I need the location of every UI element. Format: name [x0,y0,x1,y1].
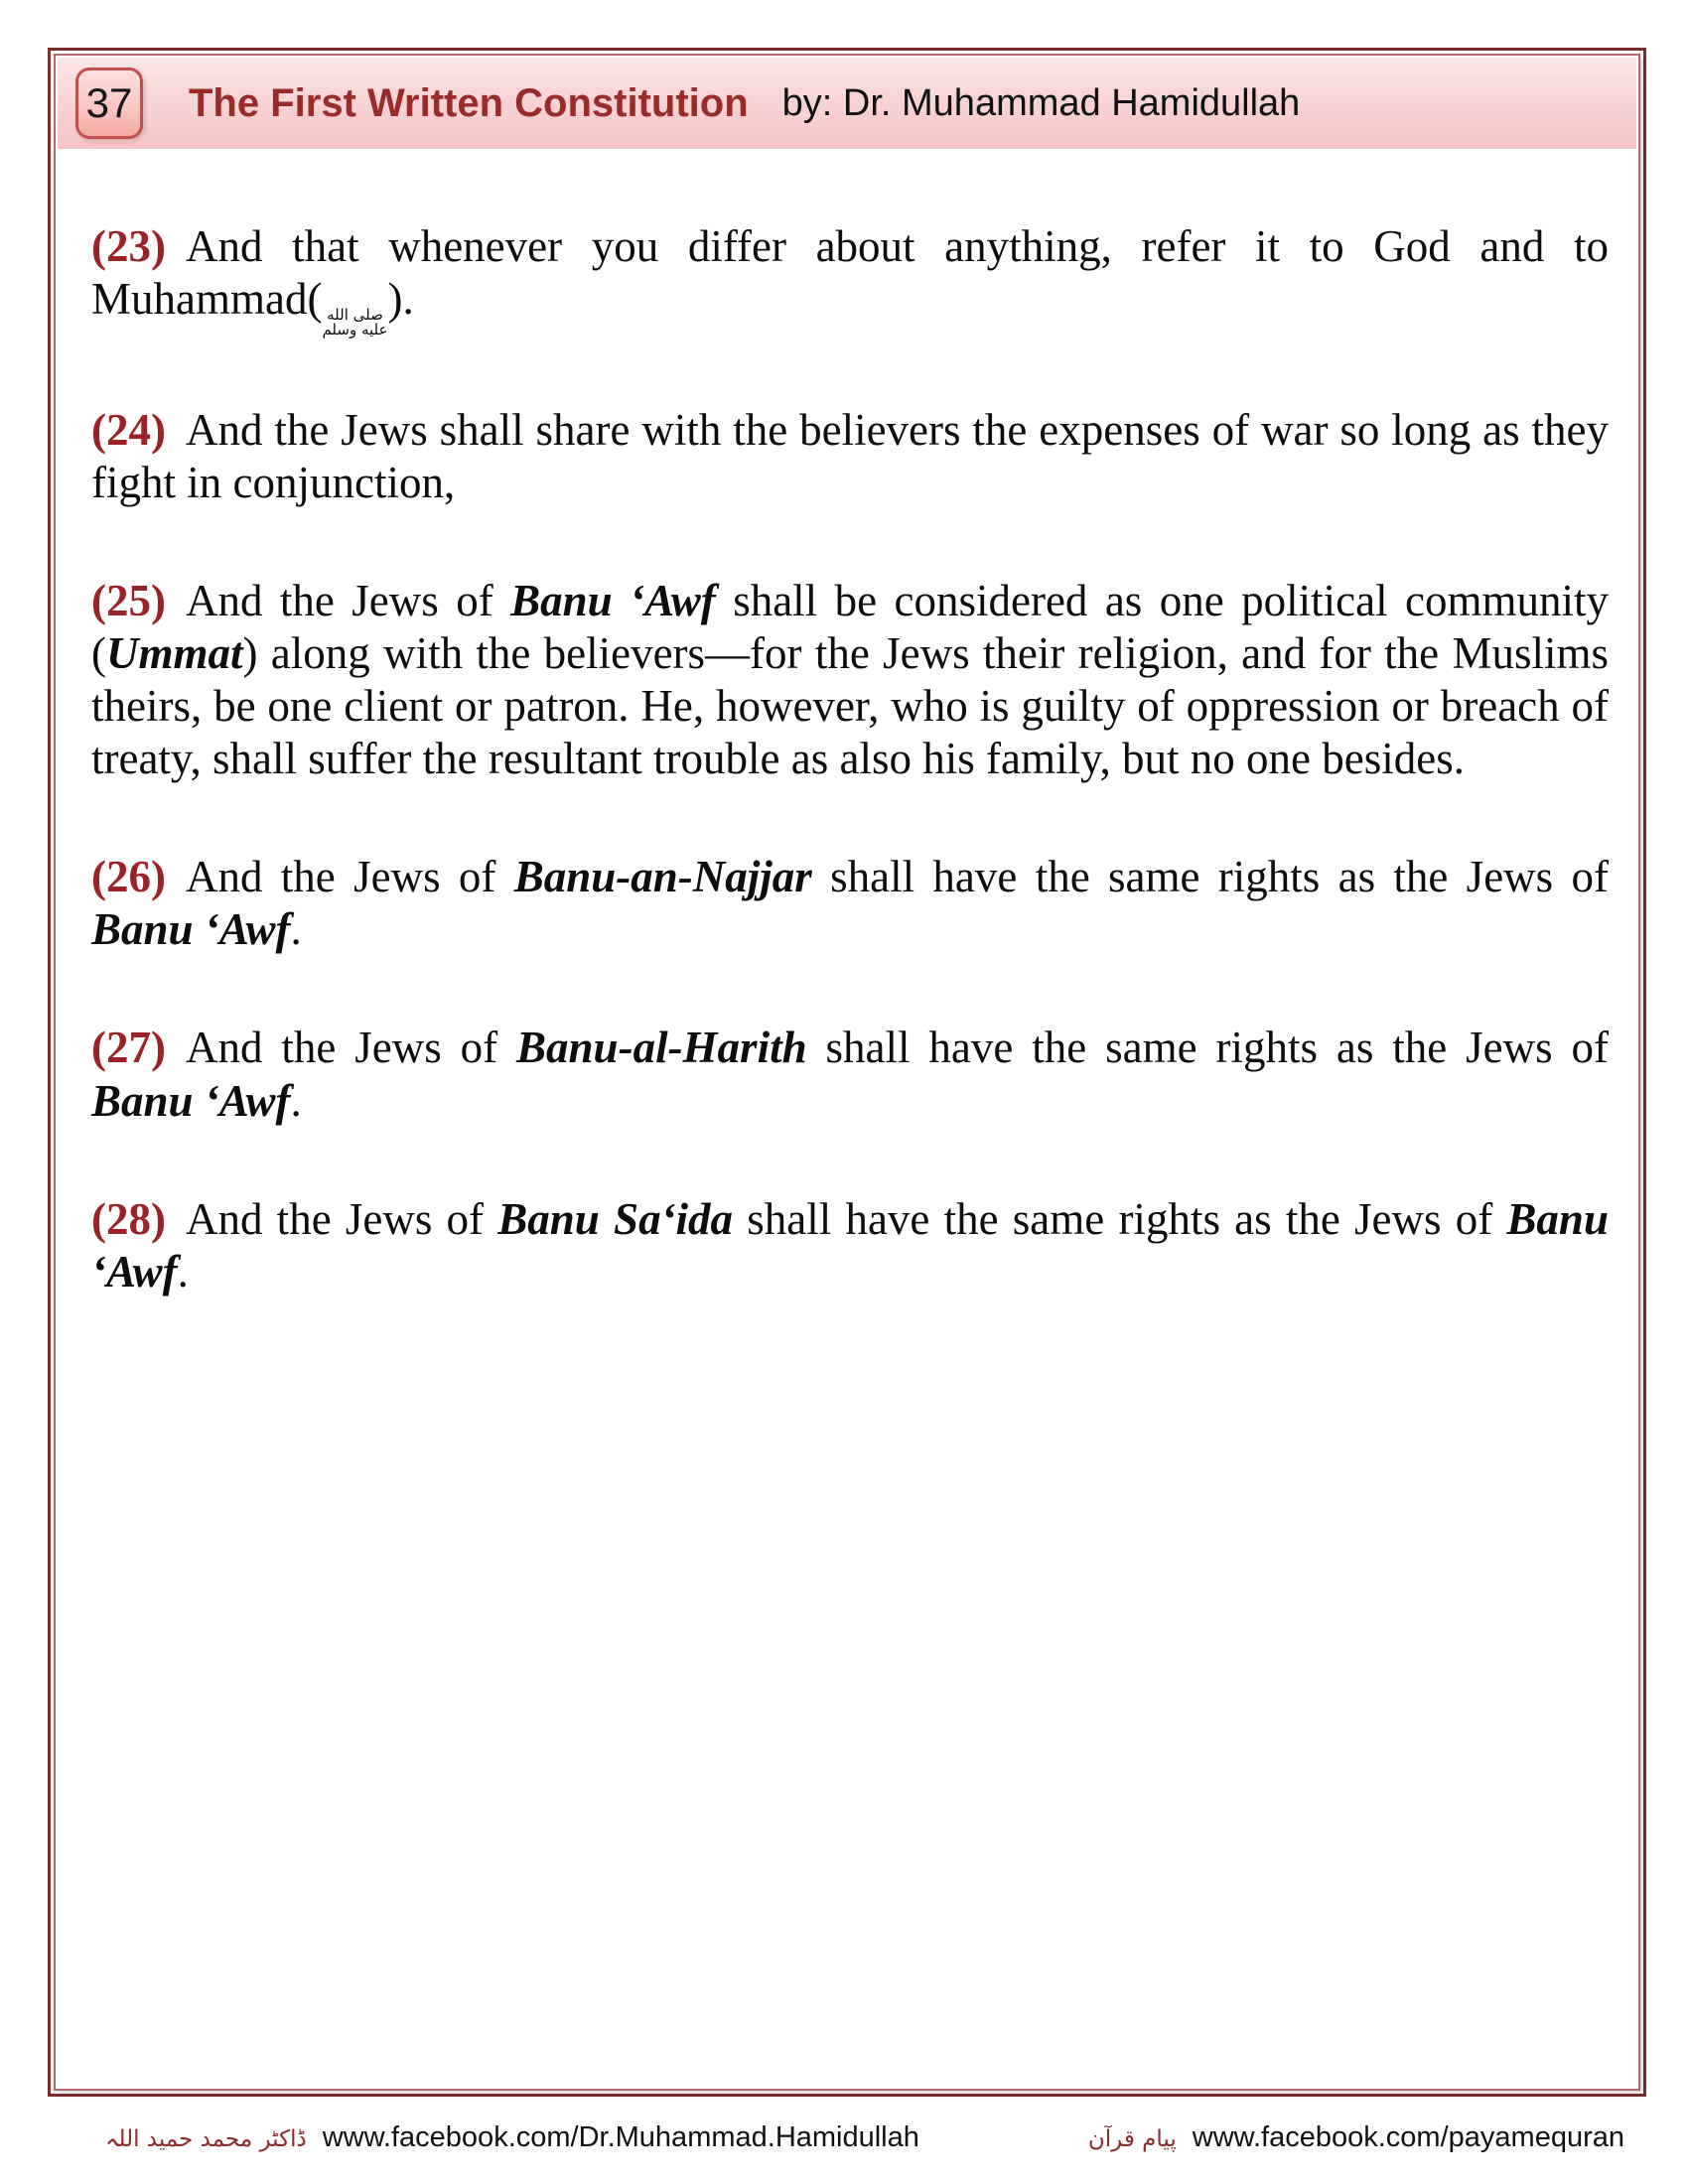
clause-number: (28) [91,1193,166,1244]
footer-right-urdu-label: پیام قرآن [1087,2125,1177,2152]
clause-paragraph [91,1022,1609,1127]
tribe-name-term: Banu ‘Awf [91,904,291,955]
footer-left-url[interactable]: www.facebook.com/Dr.Muhammad.Hamidullah [322,2120,919,2153]
clause-text: shall have the same rights as the Jews of [811,852,1609,902]
clause-number: (23) [91,221,166,271]
clause-text: ) along with the believers—for the Jews their religion, and for the Muslims theirs, be one client or patron. He, however, who is guilty of oppression or breach of treaty, shall suffer the resultant trouble as also his family, but no one besides. [91,627,1609,784]
salla-allahu-alayhi-wasallam-icon [322,308,387,339]
clause-text: . [290,904,302,955]
clause-text: And the Jews of [185,575,511,625]
page-number-label: 37 [85,79,133,126]
clause-text: And the Jews of [185,1193,498,1244]
clause-list [91,220,1609,1298]
clause-text: . [290,1075,302,1126]
footer-left-group [105,2121,919,2154]
tribe-name-term: Banu ‘Awf [91,1193,1609,1297]
clause-text: . [177,1246,189,1297]
tribe-name-term: Banu-an-Najjar [513,852,812,902]
clause-text: ). [387,274,414,325]
clause-number: (26) [91,852,166,902]
tribe-name-term: Ummat [106,627,243,678]
clause-text: shall have the same rights as the Jews of [806,1023,1609,1073]
salla-line-2: عليه وسلم [322,321,388,340]
footer-right-url[interactable]: www.facebook.com/payamequran [1192,2120,1624,2153]
clause-text: shall have the same rights as the Jews of [733,1193,1507,1244]
clause-text: And the Jews shall share with the believers the expenses of war so long as they fight in conjunction, [91,404,1609,507]
clause-text: And that whenever you differ about anything, refer it to God and to Muhammad( [91,221,1609,325]
clause-number: (24) [91,404,166,455]
tribe-name-term: Banu ‘Awf [91,1075,291,1126]
header-title: The First Written Constitution [189,80,749,125]
clause-text: shall be considered as one political community ( [91,575,1609,678]
footer-left-urdu-label: ڈاکٹر محمد حمید اللہ [105,2125,307,2152]
clause-paragraph [91,1193,1609,1298]
page-footer [48,2101,1646,2174]
salla-line-1: صلى الله [327,306,383,325]
clause-text: And the Jews of [185,852,514,902]
tribe-name-term: Banu Sa‘ida [497,1193,734,1244]
clause-number: (25) [91,575,166,625]
clause-number: (27) [91,1023,166,1073]
tribe-name-term: Banu ‘Awf [510,575,716,625]
clause-text: And the Jews of [185,1023,517,1073]
clause-paragraph [91,404,1609,509]
tribe-name-term: Banu-al-Harith [516,1023,807,1073]
clause-paragraph [91,851,1609,956]
header-author: by: Dr. Muhammad Hamidullah [781,81,1301,124]
page-header [58,58,1636,149]
footer-right-group [1088,2121,1624,2154]
clause-paragraph [91,575,1609,785]
clause-paragraph [91,220,1609,339]
page-number-badge [75,68,143,139]
